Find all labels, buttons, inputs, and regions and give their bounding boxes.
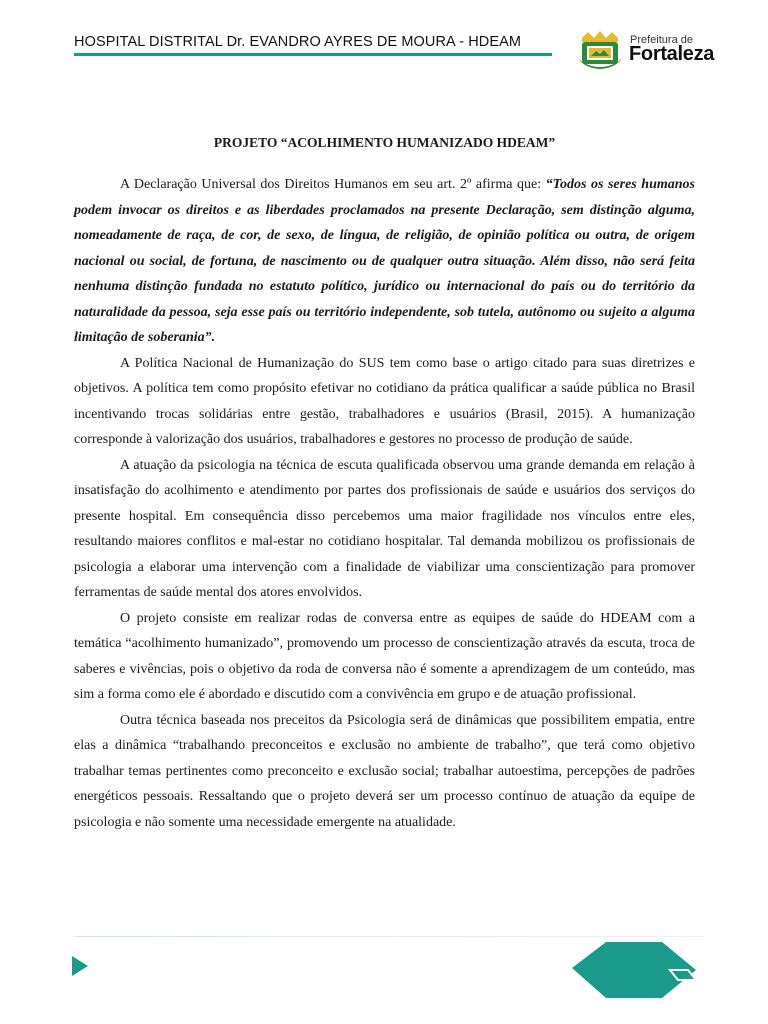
paragraph-policy: A Política Nacional de Humanização do SUS tem como base o artigo citado para suas diretrizes e objetivos. A política tem como propósito efetivar no cotidiano da prática qualificar a saúde pública no Brasil incentivando trocas solidárias entre gestão, trabalhadores e usuários (Brasil, 2015). A humanização corresponde à valorização dos usuários, trabalhadores e gestores no processo de produção de saúde. <box>74 355 695 447</box>
paragraph-declaration <box>74 172 695 351</box>
document-title: PROJETO “ACOLHIMENTO HUMANIZADO HDEAM” <box>213 135 556 150</box>
arrow-right-icon <box>72 956 90 976</box>
paragraph-technique: Outra técnica baseada nos preceitos da Psicologia será de dinâmicas que possibilitem empatia, entre elas a dinâmica “trabalhando preconceitos e exclusão no ambiente de trabalho”, que terá como objetivo trabalhar temas pertinentes como preconceito e exclusão social; trabalhar autoestima, percepções de padrões energéticos pessoais. Ressaltando que o projeto deverá ser um processo contínuo de atuação da equipe de psicologia e não somente uma necessidade emergente na atualidade. <box>74 712 695 830</box>
declaration-quote: “Todos os seres humanos podem invocar os direitos e as liberdades proclamados na presente Declaração, sem distinção alguma, nomeadamente de raça, de cor, de sexo, de língua, de religião, de opinião política ou outra, de origem nacional ou social, de fortuna, de nascimento ou de qualquer outra situação. Além disso, não será feita nenhuma distinção fundada no estatuto político, jurídico ou internacional do país ou do território da naturalidade da pessoa, seja esse país ou território independente, sob tutela, autônomo ou sujeito a alguma limitação de soberania”. <box>74 177 695 345</box>
prefeitura-logo <box>574 28 724 72</box>
document-body <box>74 132 695 835</box>
paragraph-declaration-intro: A Declaração Universal dos Direitos Humanos em seu art. 2º afirma que: <box>120 177 546 192</box>
page-header <box>74 28 724 72</box>
header-accent-line <box>74 53 552 56</box>
footer-divider <box>74 936 704 937</box>
city-emblem-icon <box>574 28 626 72</box>
decorative-chevron-shape <box>570 940 700 1000</box>
paragraph-psychology: A atuação da psicologia na técnica de escuta qualificada observou uma grande demanda em relação à insatisfação do acolhimento e atendimento por partes dos profissionais de saúde e usuários dos serviços do presente hospital. Em consequência disso percebemos uma maior fragilidade nos vínculos entre eles, resultando maiores conflitos e mal-estar no cotidiano hospitalar. Tal demanda mobilizou os profissionais de psicologia a elaborar uma intervenção com a finalidade de viabilizar uma conscientização para promover ferramentas de saúde mental dos atores envolvidos. <box>74 457 695 600</box>
paragraph-project: O projeto consiste em realizar rodas de conversa entre as equipes de saúde do HDEAM com a temática “acolhimento humanizado”, promovendo um processo de conscientização através da escuta, troca de saberes e vivências, pois o objetivo da roda de conversa não é somente a aprendizagem de um conteúdo, mas sim a forma como ele é abordado e discutido com a convivência em grupo e de atuação profissional. <box>74 610 695 702</box>
hospital-name: HOSPITAL DISTRITAL Dr. EVANDRO AYRES DE MOURA - HDEAM <box>74 34 522 50</box>
logo-title: Fortaleza <box>629 43 715 65</box>
logo-subtitle: Prefeitura de <box>630 34 693 46</box>
